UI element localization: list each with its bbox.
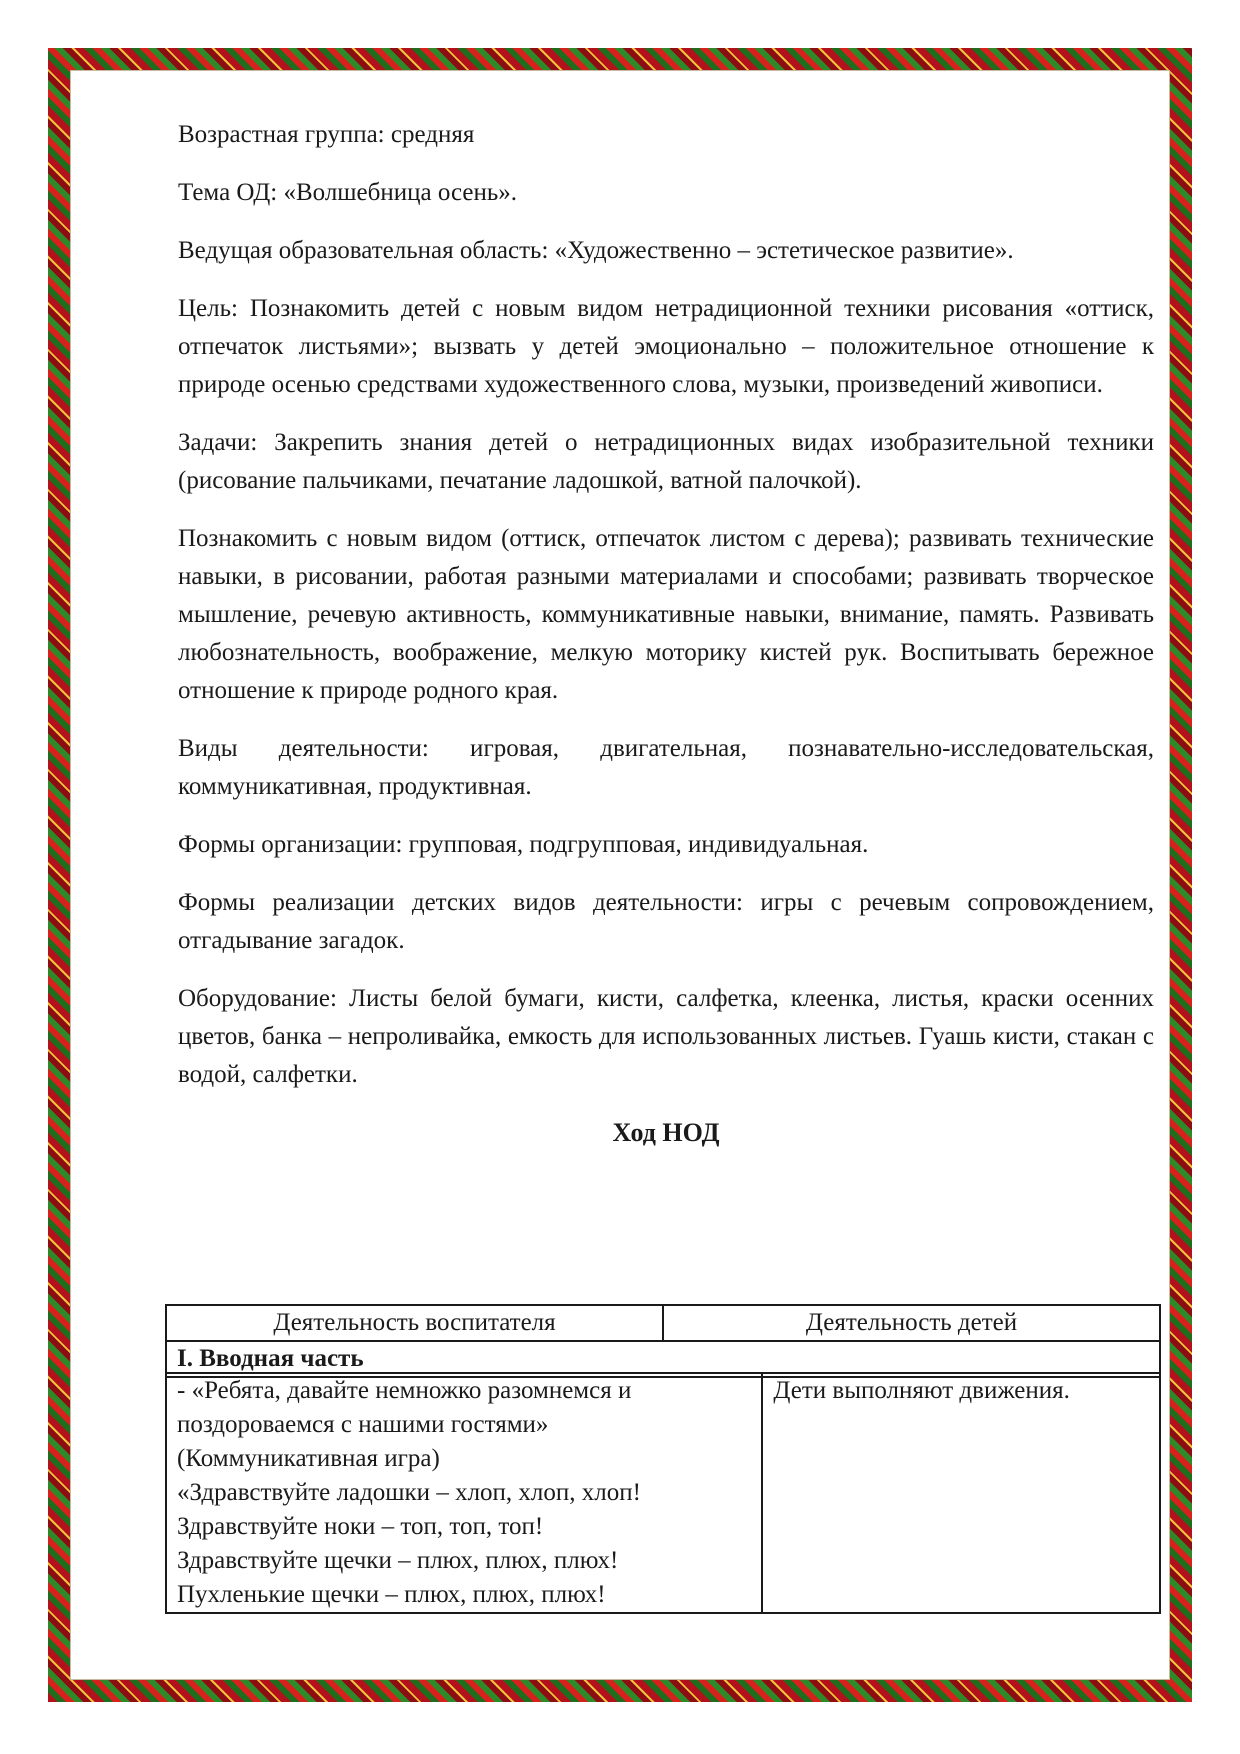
lesson-table-body	[165, 1372, 1161, 1614]
paragraph-topic: Тема ОД: «Волшебница осень».	[178, 179, 517, 206]
header-teacher-activity: Деятельность воспитателя	[166, 1305, 663, 1341]
paragraph-activity-types: Виды деятельности: игровая, двигательная, познавательно-исследовательская, коммуникативная, продуктивная.	[178, 735, 1154, 800]
lesson-table	[165, 1304, 1161, 1378]
teacher-line: - «Ребята, давайте немножко разомнемся и	[177, 1377, 632, 1404]
paragraph-organization-forms: Формы организации: групповая, подгрупповая, индивидуальная.	[178, 831, 869, 858]
paragraph-equipment: Оборудование: Листы белой бумаги, кисти, салфетка, клеенка, листья, краски осенних цветов, банка – непроливайка, емкость для использованных листьев. Гуашь кисти, стакан с водой, салфетки.	[178, 985, 1154, 1088]
section-heading: Ход НОД	[612, 1118, 720, 1147]
children-activity-cell: Дети выполняют движения.	[762, 1373, 1160, 1613]
document-body	[178, 116, 1154, 1172]
table-header-row	[166, 1305, 1160, 1341]
paragraph-educational-area: Ведущая образовательная область: «Художественно – эстетическое развитие».	[178, 237, 1014, 264]
teacher-line: Пухленькие щечки – плюх, плюх, плюх!	[177, 1581, 606, 1608]
header-children-activity: Деятельность детей	[663, 1305, 1160, 1341]
teacher-line: Здравствуйте ноки – топ, топ, топ!	[177, 1513, 544, 1540]
paragraph-tasks: Задачи: Закрепить знания детей о нетрадиционных видах изобразительной техники (рисование пальчиками, печатание ладошкой, ватной палочкой).	[178, 429, 1154, 494]
teacher-line: «Здравствуйте ладошки – хлоп, хлоп, хлоп!	[177, 1479, 641, 1506]
teacher-line: Здравствуйте щечки – плюх, плюх, плюх!	[177, 1547, 619, 1574]
paragraph-age-group: Возрастная группа: средняя	[178, 121, 475, 148]
paragraph-goal: Цель: Познакомить детей с новым видом нетрадиционной техники рисования «оттиск, отпечаток листьями»; вызвать у детей эмоционально – положительное отношение к природе осенью средствами художественного слова, музыки, произведений живописи.	[178, 295, 1154, 398]
section-intro-label: I. Вводная часть	[166, 1341, 1160, 1377]
teacher-line: поздороваемся с нашими гостями»	[177, 1411, 549, 1438]
table-row	[166, 1373, 1160, 1613]
paragraph-implementation-forms: Формы реализации детских видов деятельности: игры с речевым сопровождением, отгадывание загадок.	[178, 889, 1154, 954]
paragraph-tasks-continued: Познакомить с новым видом (оттиск, отпечаток листом с дерева); развивать технические навыки, в рисовании, работая разными материалами и способами; развивать творческое мышление, речевую активность, коммуникативные навыки, внимание, память. Развивать любознательность, воображение, мелкую моторику кистей рук. Воспитывать бережное отношение к природе родного края.	[178, 525, 1154, 704]
teacher-line: (Коммуникативная игра)	[177, 1445, 440, 1472]
teacher-activity-cell	[166, 1373, 762, 1613]
